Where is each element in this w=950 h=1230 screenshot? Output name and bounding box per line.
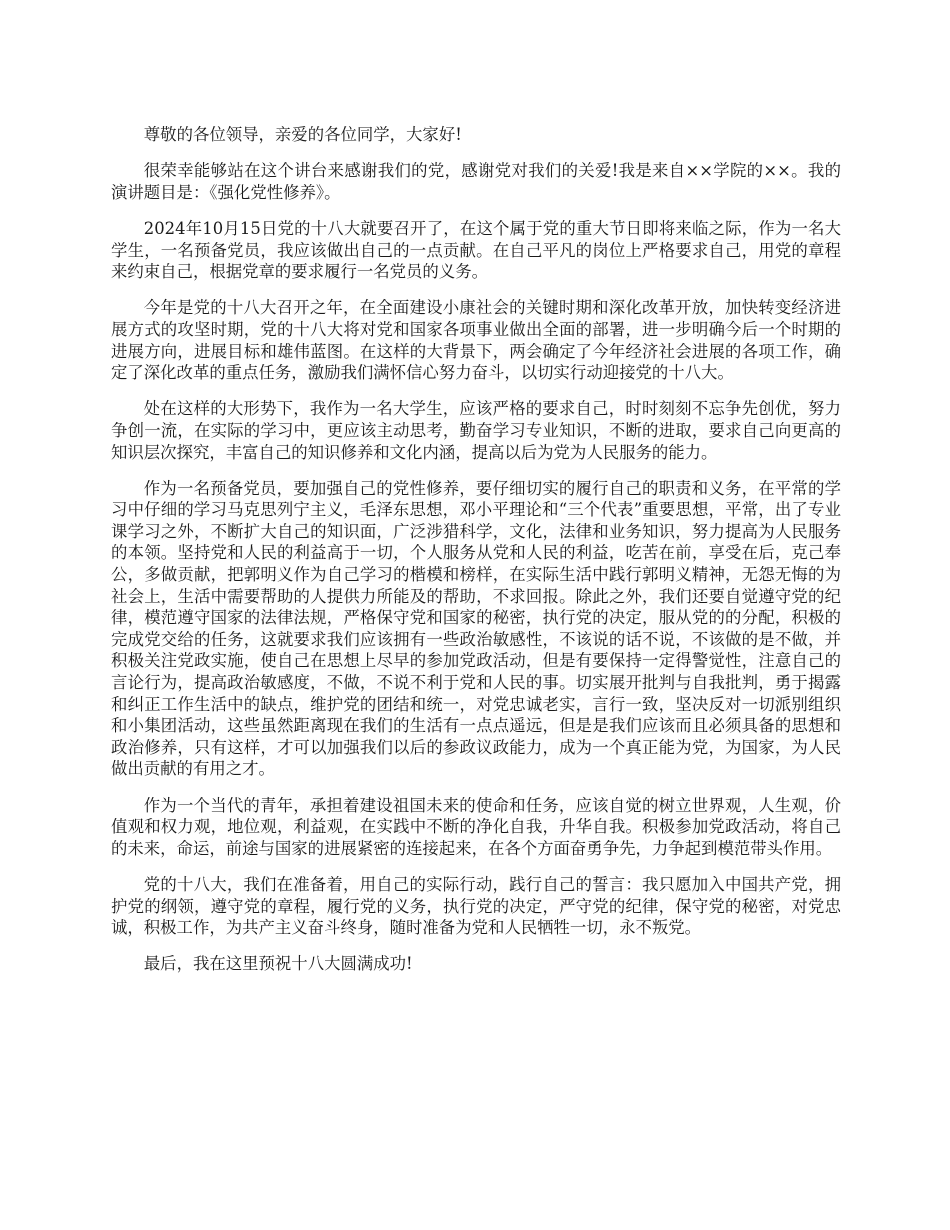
intro-paragraph: 很荣幸能够站在这个讲台来感谢我们的党，感谢党对我们的关爱!我是来自××学院的××。我的演讲题目是：《强化党性修养》。 xyxy=(111,161,841,202)
body-paragraph: 作为一个当代的青年，承担着建设祖国未来的使命和任务，应该自觉的树立世界观，人生观，价值观和权力观，地位观，利益观，在实践中不断的净化自我，升华自我。积极参加党政活动，将自己的未来，命运，前途与国家的进展紧密的连接起来，在各个方面奋勇争先，力争起到模范带头作用。 xyxy=(111,795,841,858)
body-paragraph: 今年是党的十八大召开之年，在全面建设小康社会的关键时期和深化改革开放，加快转变经济进展方式的攻坚时期，党的十八大将对党和国家各项事业做出全面的部署，进一步明确今后一个时期的进展方向，进展目标和雄伟蓝图。在这样的大背景下，两会确定了今年经济社会进展的各项工作，确定了深化改革的重点任务，激励我们满怀信心努力奋斗，以切实行动迎接党的十八大。 xyxy=(111,298,841,383)
body-paragraph: 处在这样的大形势下，我作为一名大学生，应该严格的要求自己，时时刻刻不忘争先创优，努力争创一流，在实际的学习中，更应该主动思考，勤奋学习专业知识，不断的进取，要求自己向更高的知识层次探究，丰富自己的知识修养和文化内涵，提高以后为党为人民服务的能力。 xyxy=(111,399,841,462)
body-paragraph: 党的十八大，我们在准备着，用自己的实际行动，践行自己的誓言：我只愿加入中国共产党，拥护党的纲领，遵守党的章程，履行党的义务，执行党的决定，严守党的纪律，保守党的秘密，对党忠诚，积极工作，为共产主义奋斗终身，随时准备为党和人民牺牲一切，永不叛党。 xyxy=(111,874,841,938)
document-body xyxy=(111,124,841,990)
closing-paragraph: 最后，我在这里预祝十八大圆满成功! xyxy=(143,954,413,974)
body-paragraph: 2024年10月15日党的十八大就要召开了，在这个属于党的重大节日即将来临之际，作为一名大学生，一名预备党员，我应该做出自己的一点贡献。在自己平凡的岗位上严格要求自己，用党的章程来约束自己，根据党章的要求履行一名党员的义务。 xyxy=(111,218,841,282)
body-paragraph: 作为一名预备党员，要加强自己的党性修养，要仔细切实的履行自己的职责和义务，在平常的学习中仔细的学习马克思列宁主义，毛泽东思想，邓小平理论和“三个代表”重要思想，平常，出了专业课学习之外，不断扩大自己的知识面，广泛涉猎科学，文化，法律和业务知识，努力提高为人民服务的本领。坚持党和人民的利益高于一切，个人服务从党和人民的利益，吃苦在前，享受在后，克己奉公，多做贡献，把郭明义作为自己学习的楷模和榜样，在实际生活中践行郭明义精神，无怨无悔的为社会上，生活中需要帮助的人提供力所能及的帮助，不求回报。除此之外，我们还要自觉遵守党的纪律，模范遵守国家的法律法规，严格保守党和国家的秘密，执行党的决定，服从党的的分配，积极的完成党交给的任务，这就要求我们应该拥有一些政治敏感性，不该说的话不说，不该做的是不做，并积极关注党政实施，使自己在思想上尽早的参加党政活动，但是有要保持一定得警觉性，注意自己的言论行为，提高政治敏感度，不做，不说不利于党和人民的事。切实展开批判与自我批判，勇于揭露和纠正工作生活中的缺点，维护党的团结和统一，对党忠诚老实，言行一致，坚决反对一切派别组织和小集团活动，这些虽然距离现在我们的生活有一点点遥远，但是是我们应该而且必须具备的思想和政治修养，只有这样，才可以加强我们以后的参政议政能力，成为一个真正能为党，为国家，为人民做出贡献的有用之才。 xyxy=(111,478,841,779)
greeting-paragraph: 尊敬的各位领导，亲爱的各位同学，大家好! xyxy=(143,125,462,144)
